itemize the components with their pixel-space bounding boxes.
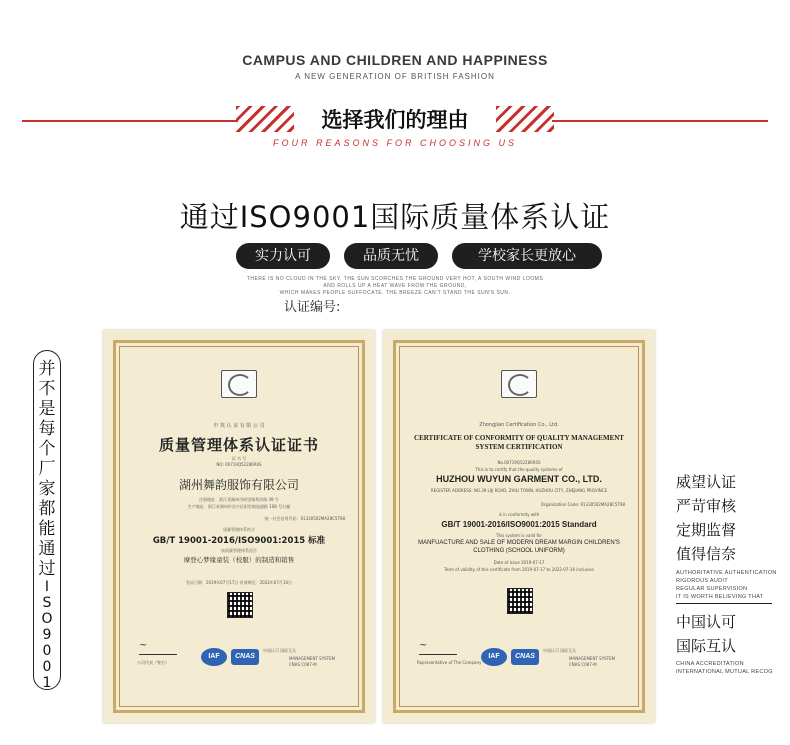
- cnas-number: CNAS C087-M: [289, 662, 317, 667]
- standard: GB/T 19001-2016/ISO9001:2015 Standard: [441, 520, 597, 529]
- claim-english: [676, 569, 777, 601]
- signature-icon: ~: [419, 640, 457, 655]
- iaf-badge: IAF: [481, 648, 507, 666]
- issuer: Zhongjian Certification Co., Ltd.: [479, 422, 559, 428]
- cert-label: 证 书 号: [231, 456, 247, 461]
- issue-date: Date of issue 2019-07-17: [493, 560, 545, 565]
- right-claims: [676, 470, 736, 566]
- conform-label: 质量管理体系符合: [223, 527, 255, 532]
- address-line: 生产地址：浙江省湖州市吴兴区织里镇旭通路 108 号右幅: [187, 504, 291, 509]
- qr-code-icon: [227, 592, 253, 618]
- scope: 摩登心梦缘童装（校服）的制造和销售: [183, 556, 295, 564]
- vertical-claim-text: [33, 350, 61, 690]
- certificate-title: 质量管理体系认证证书: [158, 436, 319, 454]
- china-accreditation: 中国认可 国际互认: [543, 648, 577, 653]
- vertical-char: 通: [38, 539, 56, 559]
- vertical-char: 不: [38, 379, 56, 399]
- right-claims-b: [676, 610, 736, 658]
- claim-english-b: [676, 660, 773, 676]
- scope: MANFUACTURE AND SALE OF MODERN DREAM MARGIN CHILDREN'S CLOTHING (SCHOOL UNIFORM): [418, 540, 620, 554]
- address-line: 注册地址：浙江省湖州市织里镇利济路 39 号: [199, 497, 279, 502]
- claim-line: 国际互认: [676, 637, 737, 655]
- claim-line: 定期监督: [676, 521, 737, 539]
- credit-code: 统一社会信用代码：91330502MA28C5T98: [264, 516, 345, 521]
- tag-pill: 实力认可: [236, 243, 330, 269]
- reasons-subtitle: FOUR REASONS FOR CHOOSING US: [272, 138, 517, 148]
- cnas-badge: CNAS: [511, 649, 539, 665]
- vertical-char: 0: [42, 659, 52, 675]
- cert-no: No.00719Q52286R0S: [497, 460, 541, 465]
- issuer: 中 筑 认 证 有 限 公 司: [213, 423, 265, 429]
- claim-english-line: IT IS WORTH BELIEVING THAT: [676, 594, 764, 600]
- claim-line: 中国认可: [676, 613, 737, 631]
- vertical-char: 个: [38, 439, 56, 459]
- small-english-text: WHICH MAKES PEOPLE SUFFOCATE. THE BREEZE CAN'T STAND THE SUN'S SUN.: [279, 290, 511, 296]
- tag-pill: 学校家长更放心: [452, 243, 602, 269]
- management-system: MANAGEMENT SYSTEM: [289, 656, 336, 661]
- brand-subtitle: A NEW GENERATION OF BRITISH FASHION: [295, 72, 495, 81]
- claim-english-line: INTERNATIONAL MUTUAL RECOG: [676, 669, 773, 675]
- certificate-title: CERTIFICATE OF CONFORMITY OF QUALITY MANAGEMENT SYSTEM CERTIFICATION: [414, 434, 624, 451]
- address-line: REGISTER ADDRESS: NO.39 LIJI ROAD, ZHILI TOWN, HUZHOU CITY, ZHEJIANG PROVINCE: [430, 488, 608, 493]
- rep-label: Representative of The Company: [417, 660, 482, 665]
- org-code: Organization Code: 91330502MA28C5T98: [540, 502, 625, 507]
- vertical-char: I: [44, 579, 50, 595]
- tag-pill: 品质无忧: [344, 243, 438, 269]
- management-system: MANAGEMENT SYSTEM: [569, 656, 616, 661]
- scope-label: 该质量管理体系适合: [221, 548, 257, 553]
- company-name: HUZHOU WUYUN GARMENT CO., LTD.: [436, 474, 602, 484]
- qr-code-icon: [507, 588, 533, 614]
- vertical-char: 并: [38, 359, 56, 379]
- certify-text: This is to certify that the quality systems of: [475, 467, 563, 472]
- cnas-badge: CNAS: [231, 649, 259, 665]
- claim-line: 威望认证: [676, 473, 737, 491]
- claim-english-line: REGULAR SUPERVISION: [676, 586, 748, 592]
- signature-icon: ~: [139, 640, 177, 655]
- standard: GB/T 19001-2016/ISO9001:2015 标准: [152, 536, 326, 546]
- brand-title: CAMPUS AND CHILDREN AND HAPPINESS: [242, 52, 548, 68]
- validity: Term of validity of this certificate from 2019-07-17 to 2022-07-16 inclusive: [444, 567, 594, 572]
- certificate-chinese: [103, 330, 375, 723]
- cert-number-label: 认证编号:: [284, 300, 341, 315]
- reasons-title: 选择我们的理由: [321, 107, 469, 132]
- claim-line: 值得信奈: [676, 545, 737, 563]
- vertical-char: S: [42, 595, 52, 611]
- china-accreditation: 中国认可 国际互认: [263, 648, 297, 653]
- cert-no: NO: 00719Q52286R0S: [216, 462, 262, 467]
- claim-english-line: RIGOROUS AUDIT: [676, 578, 728, 584]
- rep-label: 公司代表（签名）: [137, 660, 169, 665]
- iaf-badge: IAF: [201, 648, 227, 666]
- section-heading: 通过ISO9001国际质量体系认证: [179, 200, 611, 234]
- claim-line: 严苛审核: [676, 497, 737, 515]
- claim-english-line: CHINA ACCREDITATION: [676, 661, 744, 667]
- certificate-english: [383, 330, 655, 723]
- vertical-char: 过: [38, 559, 56, 579]
- vertical-char: 9: [42, 627, 52, 643]
- divider: [676, 603, 772, 604]
- vertical-char: 家: [38, 479, 56, 499]
- vertical-char: 每: [38, 419, 56, 439]
- dates: 发证日期：2019年07月17日 有效期至：2022年07月16日: [186, 580, 292, 585]
- certification-logo-icon: [501, 370, 537, 398]
- cnas-number: CNAS C087-M: [569, 662, 597, 667]
- vertical-char: 厂: [38, 459, 56, 479]
- vertical-char: O: [41, 611, 53, 627]
- certification-logo-icon: [221, 370, 257, 398]
- vertical-char: 是: [38, 399, 56, 419]
- small-english-text: THERE IS NO CLOUD IN THE SKY, THE SUN SCORCHES THE GROUND VERY HOT, A SOUTH WIND LOOMS: [246, 276, 544, 282]
- scope-intro: This system is valid for: [496, 533, 542, 538]
- company-name: 湖州舞韵服饰有限公司: [178, 478, 299, 492]
- vertical-char: 0: [42, 643, 52, 659]
- claim-english-line: AUTHORITATIVE AUTHENTICATION: [676, 570, 777, 576]
- vertical-char: 都: [38, 499, 56, 519]
- vertical-char: 1: [42, 675, 52, 691]
- conform-label: is in conformity with: [498, 512, 540, 517]
- vertical-char: 能: [38, 519, 56, 539]
- small-english-text: AND ROLLS UP A HEAT WAVE FROM THE GROUND,: [323, 283, 467, 289]
